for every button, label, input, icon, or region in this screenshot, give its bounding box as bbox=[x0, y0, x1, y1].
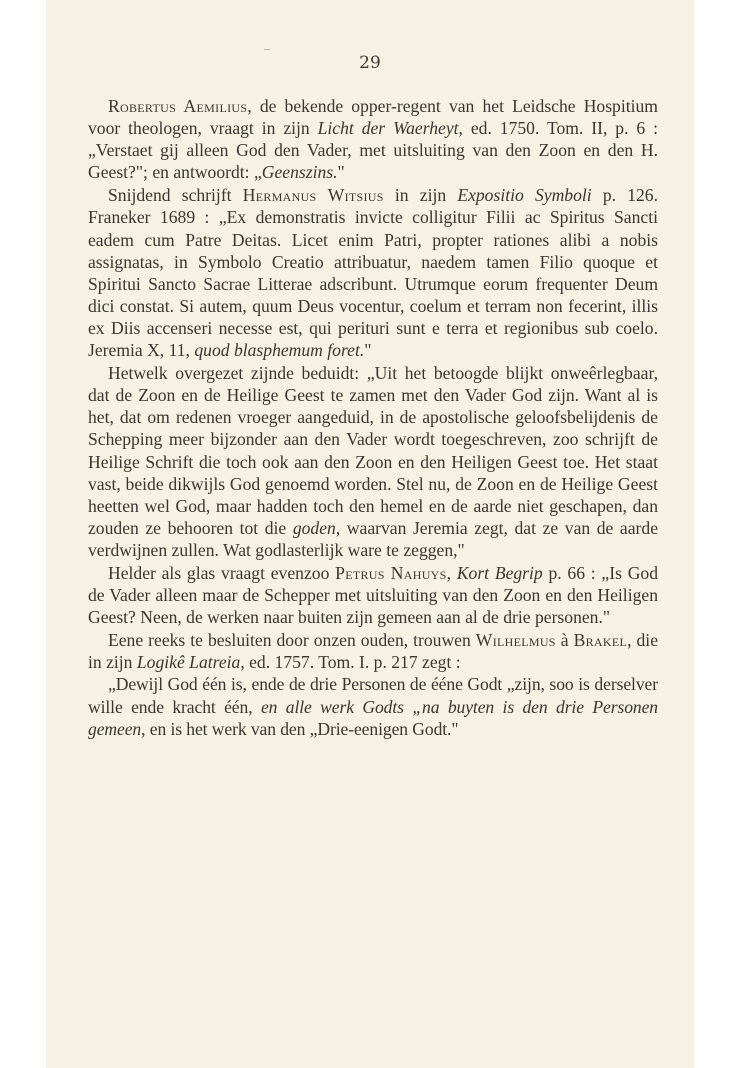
italic-text: Licht der Waerheyt bbox=[317, 118, 459, 139]
italic-text: Kort Begrip bbox=[456, 562, 543, 583]
italic-text: Logikê Latreia bbox=[136, 652, 241, 673]
text-run: Hetwelk overgezet zijnde beduidt: „Uit het betoogde blijkt onweêrlegbaar, dat de Zoon en de Heilige Geest te zamen met den Vader God zijn. Want al is het, dat om redenen vroeger aangeduid, in de apostolische geloofsbelijdenis de Schepping meer bijzonder aan den Vader wordt toegeschreven, zoo schrijft de Heilige Schrift die toch ook aan den Zoon en den Heiligen Geest toe. Het staat vast, beide dikwijls God genoemd worden. Stel nu, de Zoon en de Heilige Geest heetten wel God, maar hadden toch den hemel en de aarde niet geschapen, dan zouden ze behooren tot die bbox=[88, 363, 658, 538]
paragraph bbox=[88, 95, 658, 183]
text-run: " bbox=[337, 162, 345, 183]
text-run: , de bekende opper-regent van het Leidsche Hospitium voor theologen, vraagt in zijn bbox=[88, 96, 658, 139]
text-run: p. 126. Franeker 1689 : „Ex demonstratis invicte colligitur Filii ac Spiritus Sancti eadem cum Patre Deitas. Licet enim Patri, propter rationes alibi a nobis assignatas, in Symbolo Creatio attribuatur, naedem tamen Filio quoque et Spiritui Sancto Sacrae Litterae adscribunt. Utrumque eorum frequenter Deum dici constat. Si autem, quum Deus vocentur, coelum et terram non fecerint, illis ex Diis accenseri necesse est, qui perituri sunt e terra et regionibus sub coelo. Jeremia X, 11, bbox=[88, 185, 658, 361]
paragraph bbox=[88, 362, 658, 561]
text-run: , bbox=[446, 562, 457, 583]
text-run: , ed. 1757. Tom. I. p. 217 zegt : bbox=[240, 652, 461, 673]
text-run: p. 66 : „Is God de Vader alleen maar de Schepper met uitsluiting van den Zoon en den Heiligen Geest? Neen, de werken naar buiten zijn gemeen aan al de drie personen." bbox=[88, 562, 659, 628]
book-page bbox=[46, 0, 694, 1068]
italic-text: quod blasphemum foret. bbox=[194, 340, 365, 361]
paragraph bbox=[88, 629, 658, 673]
paragraph bbox=[88, 562, 658, 628]
text-run: Helder als glas vraagt evenzoo bbox=[108, 562, 336, 583]
text-run: " bbox=[364, 340, 372, 361]
text-run: „Dewijl God één is, ende de drie Personen de ééne Godt „zijn, soo is derselver wille ende kracht één, bbox=[88, 674, 658, 717]
text-run: , waarvan Jeremia zegt, dat ze van de aarde verdwijnen zullen. Wat godlasterlijk ware te zeggen," bbox=[88, 517, 659, 560]
text-run: à bbox=[555, 630, 574, 651]
paragraph bbox=[88, 184, 658, 361]
author-name: Hermanus Witsius bbox=[242, 185, 384, 206]
page-number: 29 bbox=[359, 53, 381, 73]
page-mark bbox=[264, 49, 270, 50]
italic-text: en alle werk Godts „na buyten is den drie Personen gemeen bbox=[88, 696, 658, 739]
quotation bbox=[88, 673, 658, 739]
text-run: , en is het werk van den „Drie-eenigen Godt." bbox=[141, 718, 459, 739]
italic-text: goden bbox=[292, 517, 336, 538]
author-name: Robertus Aemilius bbox=[108, 96, 248, 116]
author-name: Brakel bbox=[573, 630, 628, 651]
text-run: in zijn bbox=[383, 185, 458, 206]
text-run: , die in zijn bbox=[88, 630, 658, 673]
author-name: Wilhelmus bbox=[475, 630, 556, 651]
author-name: Petrus Nahuys bbox=[335, 562, 447, 583]
text-run: , ed. 1750. Tom. II, p. 6 : „Verstaet gij alleen God den Vader, met uitsluiting van den Zoon en den H. Geest?"; en antwoordt: „ bbox=[88, 118, 658, 183]
italic-text: Geenszins. bbox=[261, 162, 338, 183]
italic-text: Expositio Symboli bbox=[457, 185, 592, 206]
text-run: Snijdend schrijft bbox=[108, 185, 243, 206]
body-text bbox=[88, 95, 658, 740]
text-run: Eene reeks te besluiten door onzen ouden, trouwen bbox=[108, 630, 476, 651]
